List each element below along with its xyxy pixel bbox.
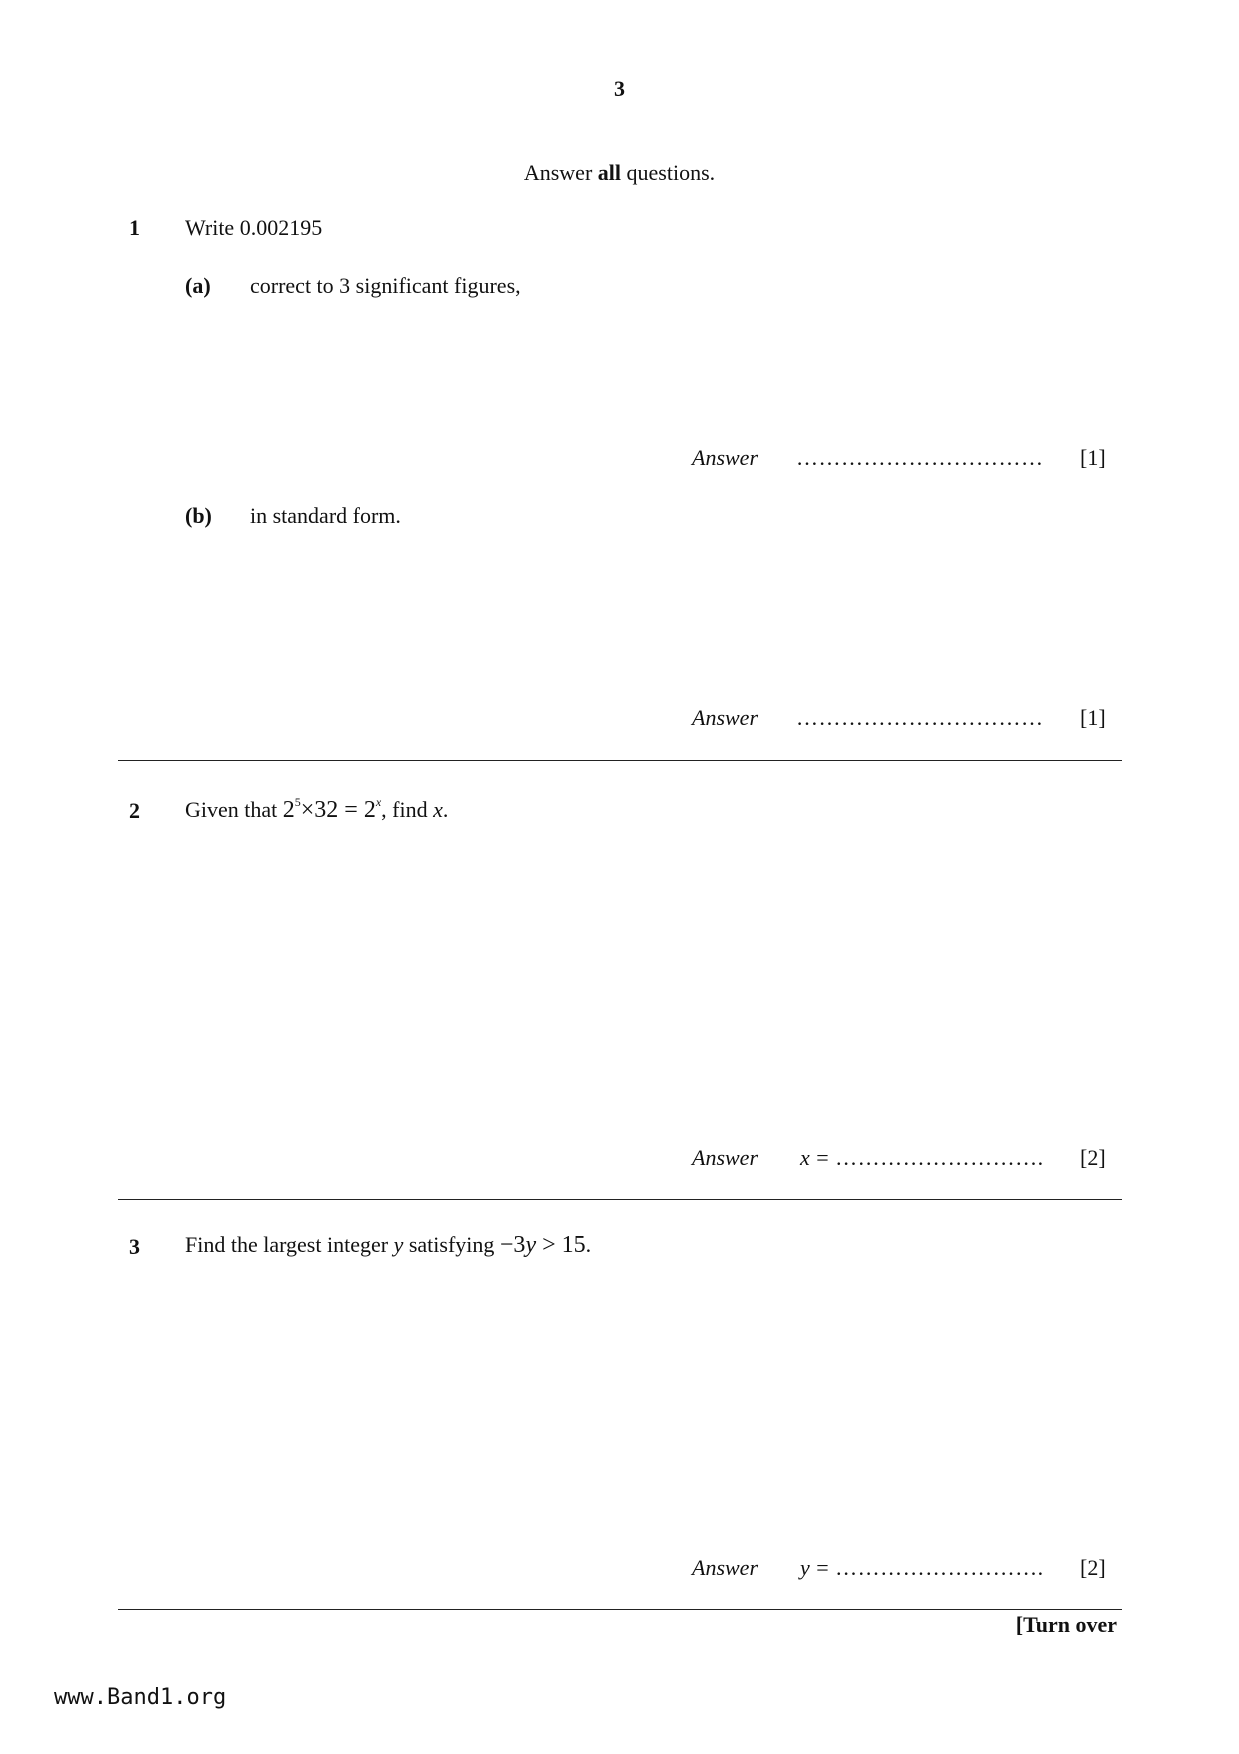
watermark: www.Band1.org [54, 1685, 227, 1710]
answer-label-1a: Answer [692, 445, 758, 470]
answer-line-1b[interactable]: …………………………… [796, 705, 1044, 730]
answer-line-3[interactable]: y = ………………………. [800, 1555, 1044, 1580]
question-1b-label: (b) [185, 503, 212, 528]
question-3-inequality: −3y > 15 [499, 1232, 586, 1258]
question-1-stem: Write 0.002195 [185, 215, 323, 240]
answer-line-1a[interactable]: …………………………… [796, 445, 1044, 470]
turn-over-note: [Turn over [1015, 1612, 1117, 1637]
answer-line-2[interactable]: x = ………………………. [800, 1145, 1044, 1170]
question-2-number: 2 [129, 798, 140, 823]
question-1b-text: in standard form. [250, 503, 401, 528]
question-2-equation: $2^5\times 32 = 2^x$ [282, 795, 382, 823]
answer-label-2: Answer [692, 1145, 758, 1170]
question-2-text: Given that $2^5\times 32 = 2^x$, find x. [185, 795, 449, 823]
marks-1b: [1] [1080, 705, 1106, 730]
page-number: 3 [614, 76, 625, 101]
answer-label-1b: Answer [692, 705, 758, 730]
question-1-number: 1 [129, 215, 140, 240]
question-divider-1 [118, 760, 1122, 761]
question-1a-text: correct to 3 significant figures, [250, 273, 521, 298]
instruction: Answer all questions. [523, 160, 716, 185]
question-1a-label: (a) [185, 273, 211, 298]
marks-1a: [1] [1080, 445, 1106, 470]
answer-label-3: Answer [692, 1555, 758, 1580]
marks-3: [2] [1080, 1555, 1106, 1580]
question-divider-2 [118, 1199, 1122, 1200]
question-3-number: 3 [129, 1234, 140, 1259]
question-divider-3 [118, 1609, 1122, 1610]
question-3-text: Find the largest integer y satisfying −3y > 15. [185, 1232, 592, 1258]
marks-2: [2] [1080, 1145, 1106, 1170]
